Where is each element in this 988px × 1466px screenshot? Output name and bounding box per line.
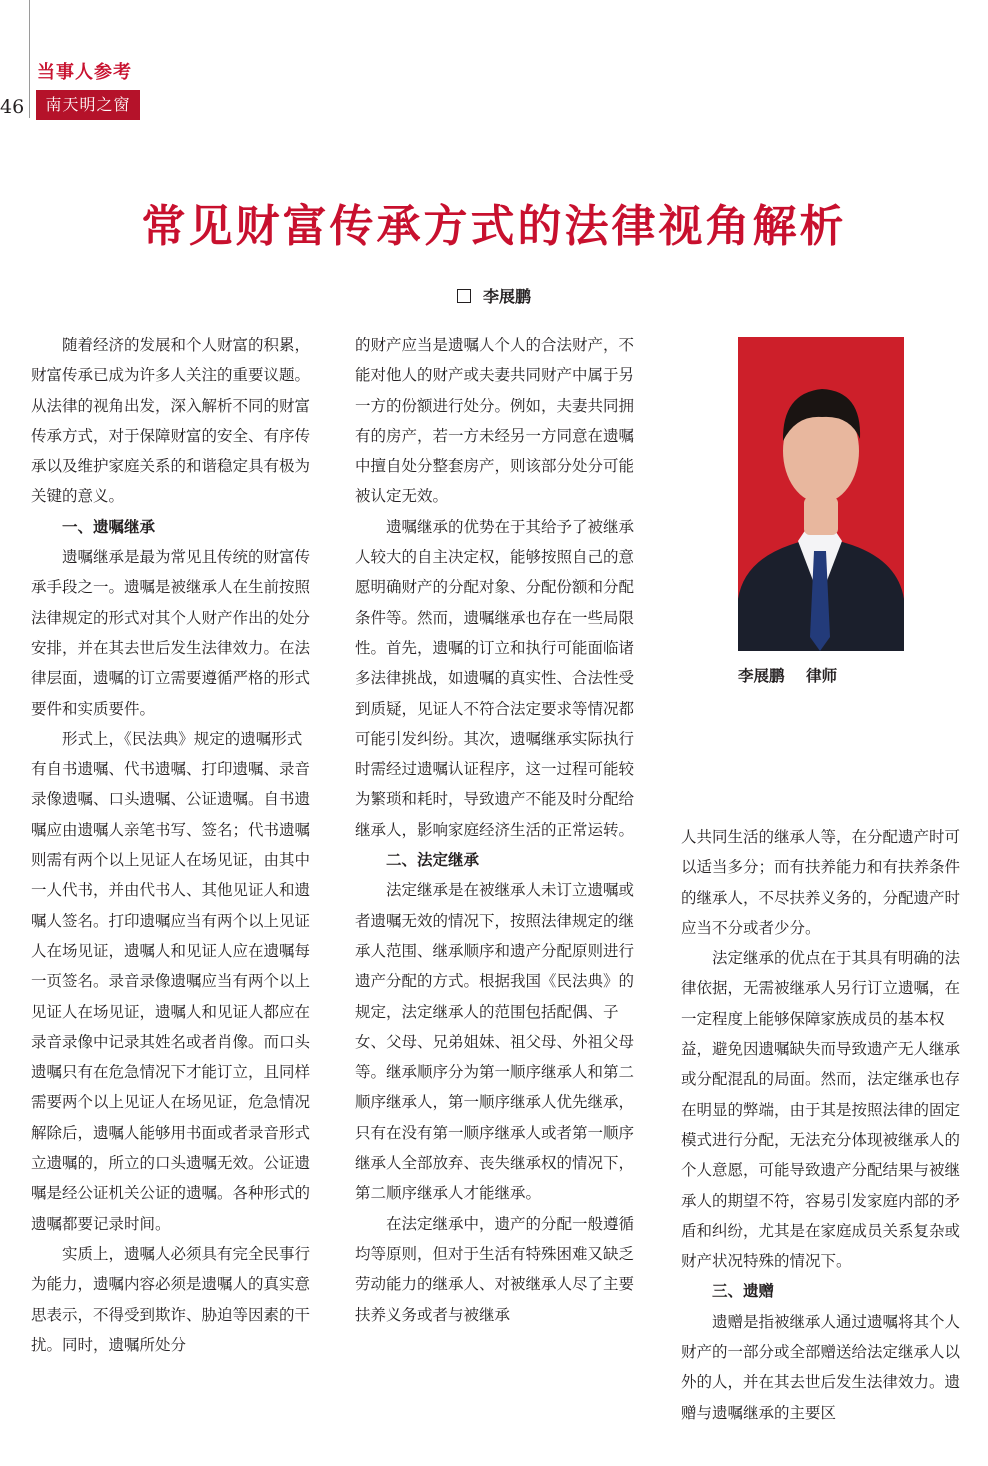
photo-caption: 李展鹏 律师	[738, 667, 838, 685]
author-name: 李展鹏	[482, 287, 531, 306]
section-heading: 一、遗嘱继承	[62, 517, 156, 536]
column-tag: 南天明之窗	[36, 90, 140, 120]
byline	[0, 284, 988, 307]
paragraph: 遗赠是指被继承人通过遗嘱将其个人财产的一部分或全部赠送给法定继承人以外的人，并在其去世后发生法律效力。遗赠与遗嘱继承的主要区	[681, 1312, 961, 1422]
page-number: 46	[0, 96, 25, 118]
section-heading: 三、遗赠	[712, 1282, 775, 1301]
paragraph: 随着经济的发展和个人财富的积累，财富传承已成为许多人关注的重要议题。从法律的视角出发，深入解析不同的财富传承方式，对于保障财富的安全、有序传承以及维护家庭关系的和谐稳定具有极为关键的意义。	[31, 336, 311, 506]
section-heading: 二、法定继承	[386, 851, 480, 870]
paragraph: 遗嘱继承的优势在于其给予了被继承人较大的自主决定权，能够按照自己的意愿明确财产的分配对象、分配份额和分配条件等。然而，遗嘱继承也存在一些局限性。首先，遗嘱的订立和执行可能面临诸多法律挑战，如遗嘱的真实性、合法性受到质疑，见证人不符合法定要求等情况都可能引发纠纷。其次，遗嘱继承实际执行时需经过遗嘱认证程序，这一过程可能较为繁琐和耗时，导致遗产不能及时分配给继承人，影响家庭经济生活的正常运转。	[355, 517, 635, 839]
paragraph: 形式上，《民法典》规定的遗嘱形式有自书遗嘱、代书遗嘱、打印遗嘱、录音录像遗嘱、口头遗嘱、公证遗嘱。自书遗嘱应由遗嘱人亲笔书写、签名；代书遗嘱则需有两个以上见证人在场见证，由其中一人代书，并由代书人、其他见证人和遗嘱人签名。打印遗嘱应当有两个以上见证人在场见证，遗嘱人和见证人应在遗嘱每一页签名。录音录像遗嘱应当有两个以上见证人在场见证，遗嘱人和见证人都应在录音录像中记录其姓名或者肖像。而口头遗嘱只有在危急情况下才能订立，且同样需要两个以上见证人在场见证，危急情况解除后，遗嘱人能够用书面或者录音形式立遗嘱的，所立的口头遗嘱无效。公证遗嘱是经公证机关公证的遗嘱。各种形式的遗嘱都要记录时间。	[31, 729, 311, 1233]
paragraph: 遗嘱继承是最为常见且传统的财富传承手段之一。遗嘱是被继承人在生前按照法律规定的形式对其个人财产作出的处分安排，并在其去世后发生法律效力。在法律层面，遗嘱的订立需要遵循严格的形式要件和实质要件。	[31, 548, 311, 718]
article-title: 常见财富传承方式的法律视角解析	[141, 201, 847, 252]
byline-box-icon	[457, 289, 471, 303]
paragraph: 在法定继承中，遗产的分配一般遵循均等原则，但对于生活有特殊困难又缺乏劳动能力的继承人、对被继承人尽了主要扶养义务或者与被继承	[355, 1214, 635, 1324]
paragraph: 法定继承的优点在于其具有明确的法律依据，无需被继承人另行订立遗嘱，在一定程度上能够保障家族成员的基本权益，避免因遗嘱缺失而导致遗产无人继承或分配混乱的局面。然而，法定继承也存在明显的弊端，由于其是按照法律的固定模式进行分配，无法充分体现被继承人的个人意愿，可能导致遗产分配结果与被继承人的期望不符，容易引发家庭内部的矛盾和纠纷，尤其是在家庭成员关系复杂或财产状况特殊的情况下。	[681, 949, 961, 1271]
author-portrait	[738, 337, 904, 651]
body-column-2	[355, 330, 639, 1330]
body-column-1	[31, 330, 315, 1360]
portrait-illustration	[738, 337, 904, 651]
paragraph: 的财产应当是遗嘱人个人的合法财产，不能对他人的财产或夫妻共同财产中属于另一方的份额进行处分。例如，夫妻共同拥有的房产，若一方未经另一方同意在遗嘱中擅自处分整套房产，则该部分处分可能被认定无效。	[355, 336, 635, 506]
margin-rule	[29, 0, 30, 118]
paragraph: 法定继承是在被继承人未订立遗嘱或者遗嘱无效的情况下，按照法律规定的继承人范围、继承顺序和遗产分配原则进行遗产分配的方式。根据我国《民法典》的规定，法定继承人的范围包括配偶、子女、父母、兄弟姐妹、祖父母、外祖父母等。继承顺序分为第一顺序继承人和第二顺序继承人，第一顺序继承人优先继承，只有在没有第一顺序继承人或者第一顺序继承人全部放弃、丧失继承权的情况下，第二顺序继承人才能继承。	[355, 881, 635, 1203]
body-column-3	[681, 822, 965, 1428]
paragraph: 实质上，遗嘱人必须具有完全民事行为能力，遗嘱内容必须是遗嘱人的真实意思表示，不得受到欺诈、胁迫等因素的干扰。同时，遗嘱所处分	[31, 1244, 311, 1354]
section-label: 当事人参考	[37, 62, 132, 83]
paragraph: 人共同生活的继承人等，在分配遗产时可以适当多分；而有扶养能力和有扶养条件的继承人，不尽扶养义务的，分配遗产时应当不分或者少分。	[681, 828, 961, 937]
